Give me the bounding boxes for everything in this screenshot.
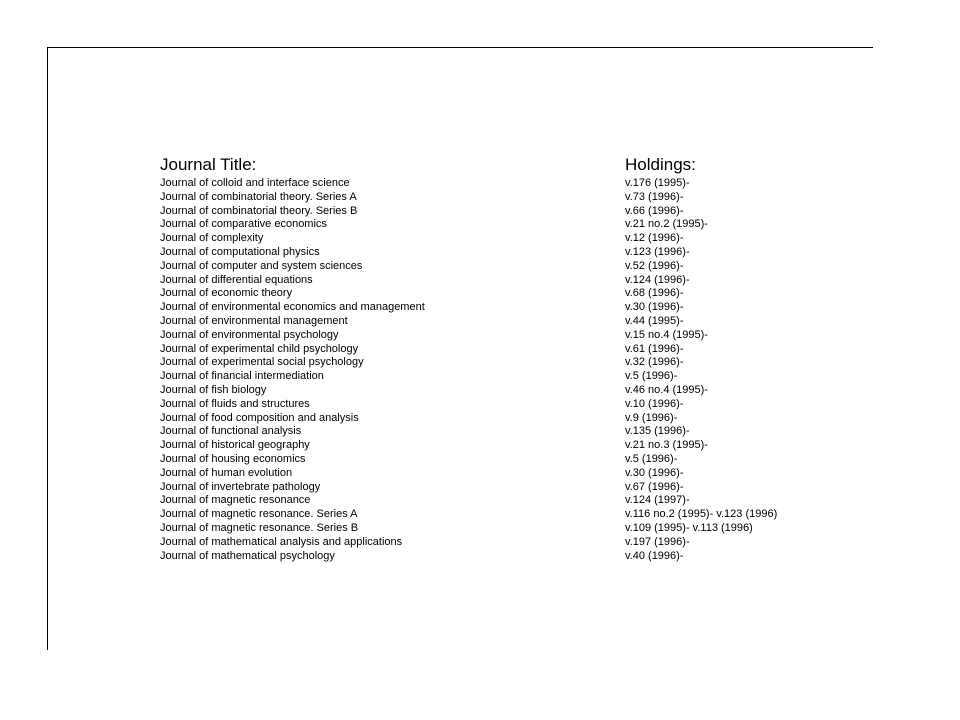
journal-title: Journal of magnetic resonance. Series B: [160, 521, 359, 534]
table-row: [160, 329, 820, 343]
table-row: [160, 370, 820, 384]
frame-top-rule: [48, 47, 873, 48]
holdings-value: v.10 (1996)-: [625, 397, 684, 410]
journal-title: Journal of historical geography: [160, 439, 310, 452]
holdings-table: [160, 154, 820, 563]
journal-title: Journal of financial intermediation: [160, 370, 324, 383]
table-row: [160, 246, 820, 260]
table-row: [160, 536, 820, 550]
table-row: [160, 260, 820, 274]
holdings-value: v.9 (1996)-: [625, 411, 678, 424]
journal-title: Journal of food composition and analysis: [160, 411, 359, 424]
holdings-value: v.15 no.4 (1995)-: [625, 328, 708, 341]
holdings-value: v.21 no.3 (1995)-: [625, 439, 708, 452]
table-row: [160, 467, 820, 481]
holdings-value: v.12 (1996)-: [625, 232, 684, 245]
holdings-value: v.135 (1996)-: [625, 425, 690, 438]
table-row: [160, 274, 820, 288]
holdings-value: v.73 (1996)-: [625, 190, 684, 203]
table-row: [160, 412, 820, 426]
table-row: [160, 384, 820, 398]
holdings-value: v.124 (1997)-: [625, 494, 690, 507]
table-header: [160, 154, 820, 176]
holdings-value: v.46 no.4 (1995)-: [625, 383, 708, 396]
journal-title: Journal of colloid and interface science: [160, 177, 350, 189]
table-body: [160, 177, 820, 563]
journal-title: Journal of fish biology: [160, 383, 267, 396]
table-row: [160, 508, 820, 522]
journal-title: Journal of environmental management: [160, 314, 348, 327]
journal-title: Journal of magnetic resonance. Series A: [160, 508, 358, 521]
journal-title: Journal of magnetic resonance: [160, 494, 311, 507]
journal-title: Journal of environmental psychology: [160, 328, 339, 341]
holdings-value: v.116 no.2 (1995)- v.123 (1996): [625, 508, 778, 521]
holdings-value: v.123 (1996)-: [625, 245, 690, 258]
table-row: [160, 398, 820, 412]
journal-title: Journal of computer and system sciences: [160, 259, 363, 272]
holdings-value: v.30 (1996)-: [625, 466, 684, 479]
table-row: [160, 205, 820, 219]
holdings-value: v.30 (1996)-: [625, 301, 684, 314]
table-row: [160, 481, 820, 495]
journal-title: Journal of complexity: [160, 232, 264, 245]
table-row: [160, 494, 820, 508]
journal-title: Journal of human evolution: [160, 466, 293, 479]
journal-title: Journal of invertebrate pathology: [160, 480, 321, 493]
holdings-value: v.67 (1996)-: [625, 480, 684, 493]
journal-title: Journal of comparative economics: [160, 218, 327, 231]
holdings-value: v.176 (1995)-: [625, 177, 690, 189]
table-row: [160, 287, 820, 301]
journal-title: Journal of functional analysis: [160, 425, 302, 438]
holdings-value: v.109 (1995)- v.113 (1996): [625, 521, 753, 534]
table-row: [160, 315, 820, 329]
journal-title: Journal of economic theory: [160, 287, 293, 300]
journal-title-heading: Journal Title:: [160, 155, 257, 174]
holdings-heading: Holdings:: [625, 155, 696, 174]
holdings-value: v.21 no.2 (1995)-: [625, 218, 708, 231]
journal-title: Journal of combinatorial theory. Series B: [160, 204, 358, 217]
frame-left-rule: [47, 47, 48, 650]
holdings-value: v.197 (1996)-: [625, 535, 690, 548]
table-row: [160, 550, 820, 564]
journal-title: Journal of fluids and structures: [160, 397, 310, 410]
journal-title: Journal of computational physics: [160, 245, 320, 258]
holdings-value: v.44 (1995)-: [625, 314, 684, 327]
journal-title: Journal of combinatorial theory. Series A: [160, 190, 357, 203]
holdings-value: v.5 (1996)-: [625, 452, 678, 465]
table-row: [160, 439, 820, 453]
holdings-value: v.5 (1996)-: [625, 370, 678, 383]
holdings-value: v.66 (1996)-: [625, 204, 684, 217]
table-row: [160, 343, 820, 357]
journal-title: Journal of housing economics: [160, 452, 306, 465]
holdings-value: v.40 (1996)-: [625, 549, 684, 562]
journal-title: Journal of experimental child psychology: [160, 342, 359, 355]
table-row: [160, 301, 820, 315]
holdings-value: v.61 (1996)-: [625, 342, 684, 355]
table-row: [160, 425, 820, 439]
journal-title: Journal of environmental economics and management: [160, 301, 425, 314]
table-row: [160, 453, 820, 467]
table-row: [160, 232, 820, 246]
journal-title: Journal of mathematical analysis and applications: [160, 535, 403, 548]
table-row: [160, 356, 820, 370]
holdings-value: v.32 (1996)-: [625, 356, 684, 369]
holdings-value: v.52 (1996)-: [625, 259, 684, 272]
journal-title: Journal of mathematical psychology: [160, 549, 335, 562]
holdings-value: v.124 (1996)-: [625, 273, 690, 286]
table-row: [160, 522, 820, 536]
table-row: [160, 218, 820, 232]
journal-title: Journal of differential equations: [160, 273, 313, 286]
table-row: [160, 177, 820, 191]
holdings-value: v.68 (1996)-: [625, 287, 684, 300]
table-row: [160, 191, 820, 205]
journal-title: Journal of experimental social psychology: [160, 356, 364, 369]
